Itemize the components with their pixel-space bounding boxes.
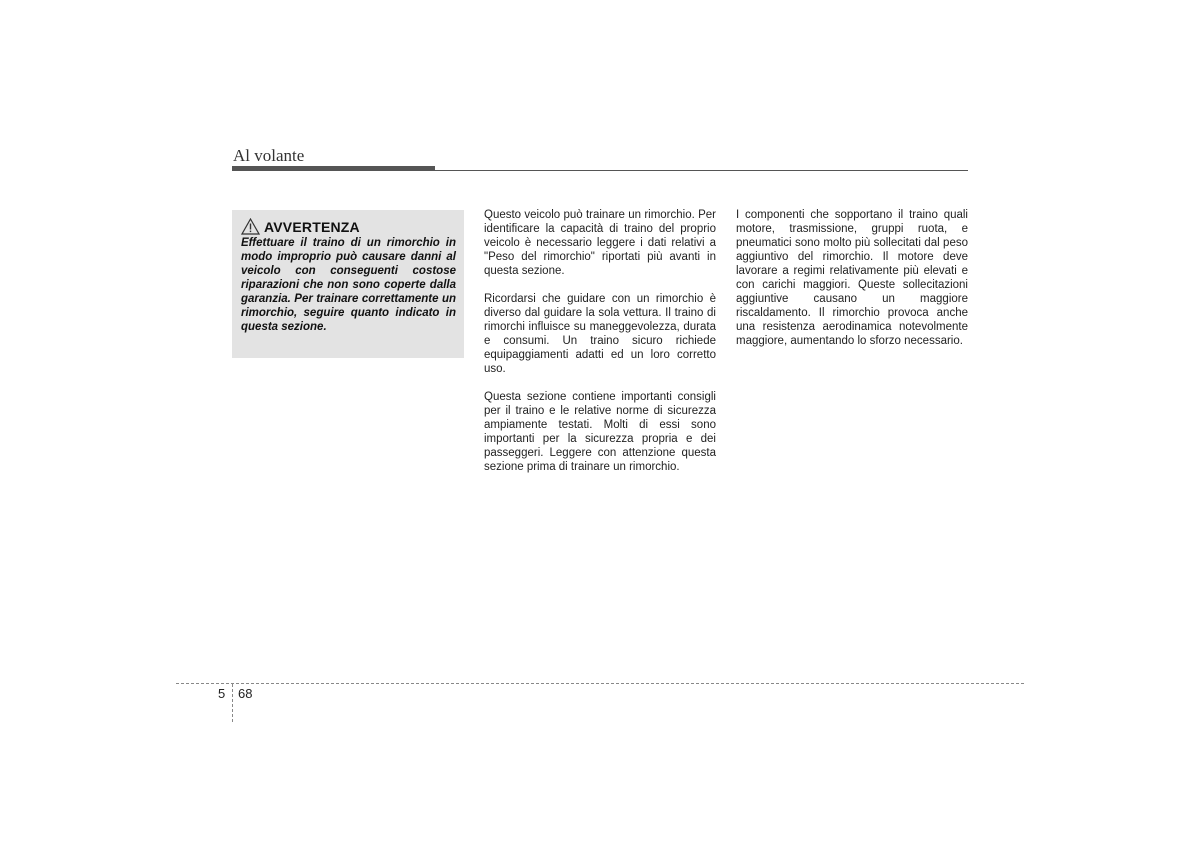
page-number: 68	[238, 686, 253, 701]
footer-vertical-divider	[232, 684, 233, 722]
header-rule-thin	[435, 170, 968, 171]
warning-box	[232, 210, 464, 358]
paragraph: Ricordarsi che guidare con un rimorchio è diverso dal guidare la sola vettura. Il traino di rimorchi influisce su maneggevolezza, durata e consumi. Un traino sicuro richiede equipaggiamenti adatti ed un loro corretto uso.	[484, 293, 716, 375]
text-column-2	[484, 208, 716, 488]
warning-text: Effettuare il traino di un rimorchio in modo improprio può causare danni al veicolo con conseguenti costose riparazioni che non sono coperte dalla garanzia. Per trainare correttamente un rimorchio, seguire quanto indicato in questa sezione.	[241, 237, 456, 333]
paragraph: Questa sezione contiene importanti consigli per il traino e le relative norme di sicurezza ampiamente testati. Molti di essi sono importanti per la sicurezza propria e dei passeggeri. Leggere con attenzione questa sezione prima di trainare un rimorchio.	[484, 391, 716, 473]
section-title: Al volante	[233, 146, 305, 165]
warning-triangle-icon	[241, 218, 260, 235]
paragraph: I componenti che sopportano il traino quali motore, trasmissione, gruppi ruota, e pneumatici sono molto più sollecitati dal peso aggiuntivo del rimorchio. Il motore deve lavorare a regimi relativamente più elevati e con carichi maggiori. Queste sollecitazioni aggiuntive causano un maggiore riscaldamento. Il rimorchio provoca anche una resistenza aerodinamica notevolmente maggiore, aumentando lo sforzo necessario.	[736, 209, 968, 347]
footer-divider	[176, 683, 1024, 684]
chapter-number: 5	[218, 686, 226, 701]
text-column-3	[736, 208, 968, 362]
warning-title: AVVERTENZA	[264, 218, 360, 235]
warning-header	[241, 218, 456, 235]
header-rule-thick	[232, 166, 435, 171]
paragraph: Questo veicolo può trainare un rimorchio. Per identificare la capacità di traino del proprio veicolo è necessario leggere i dati relativi a "Peso del rimorchio" riportati più avanti in questa sezione.	[484, 209, 716, 277]
